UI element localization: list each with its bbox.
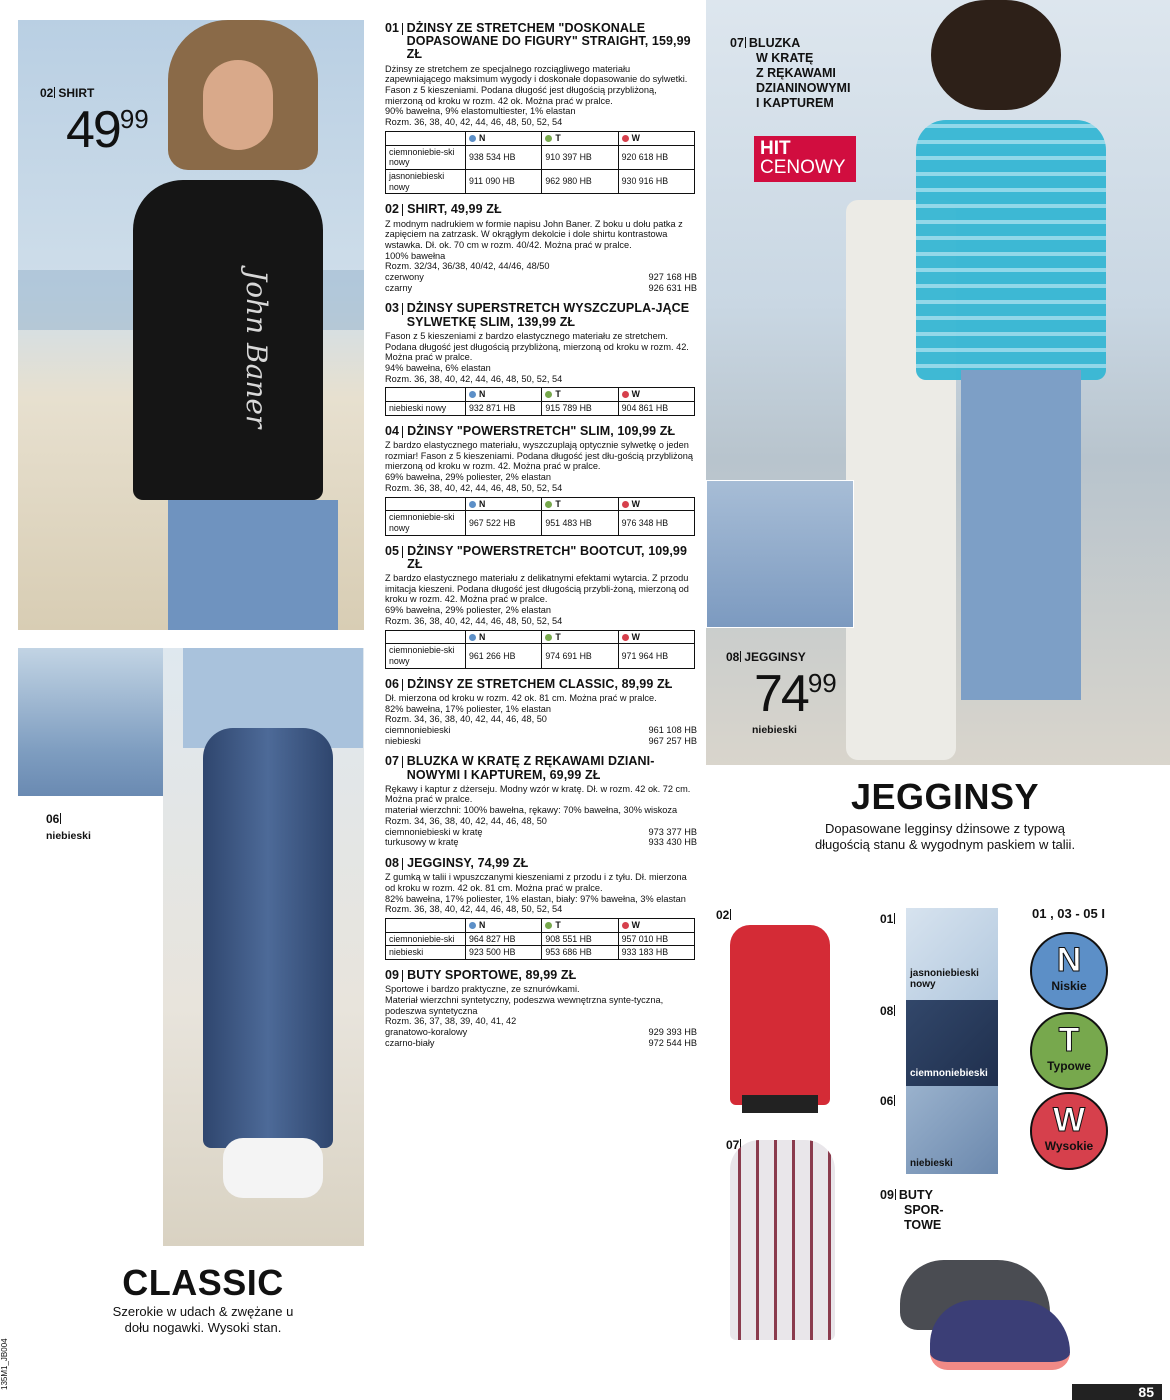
entry-material: 69% bawełna, 29% poliester, 2% elastan — [385, 605, 551, 616]
fit-dot-icon — [469, 391, 476, 398]
entry-sizes: Rozm. 36, 38, 40, 42, 44, 46, 48, 50, 52, 54 — [385, 904, 563, 915]
fit-header-cell: T — [542, 131, 618, 145]
entry-title: 03 DŻINSY SUPERSTRETCH WYSZCZUPLA-JĄCE SYLWETKĘ SLIM, 139,99 ZŁ — [385, 301, 690, 329]
list-item: ciemnoniebieski w kratę 973 377 HB — [385, 826, 697, 837]
order-table — [385, 131, 695, 195]
entry-body: Z modnym nadrukiem w formie napisu John Baner. Z boku u dołu patka z zapięciem na zatrzask. W okrągłym dekolcie i dole shirtu kontrastowa wstawka. Dł. ok. 70 cm w rozm. 40/42. Można prać w pralce. — [385, 218, 683, 250]
photo-jeggings-detail — [706, 480, 854, 628]
fit-dot-icon — [545, 501, 552, 508]
photo-shirt-model: John Baner — [18, 20, 364, 630]
swatch-blue: niebieski — [906, 1086, 998, 1174]
list-item: czarny 926 631 HB — [385, 282, 697, 293]
fit-dot-icon — [545, 634, 552, 641]
fit-dot-icon — [469, 922, 476, 929]
fit-dot-icon — [545, 922, 552, 929]
table-row: ciemnoniebie-ski 964 827 HB 908 551 HB 957 010 HB — [386, 932, 695, 946]
entry-sizes: Rozm. 32/34, 36/38, 40/42, 44/46, 48/50 — [385, 261, 550, 272]
fit-dot-icon — [545, 135, 552, 142]
entry-body: Sportowe i bardzo praktyczne, ze sznurówkami. — [385, 984, 580, 995]
entry-material: 82% bawełna, 17% poliester, 1% elastan, biały: 97% bawełna, 3% elastan — [385, 893, 686, 904]
entry-body: Dżinsy ze stretchem ze specjalnego rozciągliwego materiału zapewniającego maksimum wygody i doskonałe dopasowanie do sylwetki. Fason z 5 kieszeniami. Podana długość jest długością przybliżoną, mierzoną od kroku w rozm. 42 ok. Można prać w pralce. — [385, 63, 688, 106]
page-number: 85 — [1072, 1384, 1162, 1400]
entry-sizes: Rozm. 34, 36, 38, 40, 42, 44, 46, 48, 50 — [385, 815, 547, 826]
entry-sizes: Rozm. 36, 37, 38, 39, 40, 41, 42 — [385, 1016, 517, 1027]
fit-header-cell: N — [466, 497, 542, 511]
order-table — [385, 630, 695, 669]
fit-header-cell: N — [466, 630, 542, 644]
fit-dot-icon — [545, 391, 552, 398]
detail06-callout: 06 niebieski — [46, 812, 91, 842]
entry-title: 09 BUTY SPORTOWE, 89,99 ZŁ — [385, 968, 577, 983]
product-entry — [385, 545, 697, 669]
thumb-07-label: 07 — [726, 1138, 740, 1152]
product-entry — [385, 203, 697, 293]
swatch-06-label: 06 — [880, 1094, 894, 1108]
list-item: czerwony 927 168 HB — [385, 272, 697, 283]
fit-header: 01 , 03 - 05 I — [1032, 906, 1105, 921]
entry-body: Dł. mierzona od kroku w rozm. 42 ok. 81 cm. Można prać w pralce. — [385, 692, 657, 703]
fit-dot-icon — [622, 634, 629, 641]
bluzka-callout: 07 BLUZKA W KRATĘ Z RĘKAWAMI DZIANINOWYMI I KAPTUREM — [730, 36, 851, 110]
entry-sizes: Rozm. 36, 38, 40, 42, 44, 46, 48, 50, 52, 54 — [385, 482, 563, 493]
fit-badge-wysokie: W Wysokie — [1030, 1092, 1108, 1170]
swatch-01-label: 01 — [880, 912, 894, 926]
jeggings-callout: 08 JEGGINSY — [726, 650, 806, 664]
table-row: ciemnoniebie-ski nowy 938 534 HB 910 397 HB 920 618 HB — [386, 145, 695, 169]
fit-header-cell: N — [466, 919, 542, 933]
fit-header-cell: T — [542, 630, 618, 644]
table-row: ciemnoniebie-ski nowy 967 522 HB 951 483 HB 976 348 HB — [386, 511, 695, 535]
entry-body: Z bardzo elastycznego materiału z delikatnymi efektami wytarcia. Z przodu imitacja kieszeni. Podana długość jest długością przybli-żoną, mierzoną od kroku w rozm. 42. Można prać w pralce. — [385, 573, 689, 605]
table-row: niebieski nowy 932 871 HB 915 789 HB 904 861 HB — [386, 402, 695, 416]
jeggings-price: 7499 — [754, 665, 837, 723]
hit-cenowy-badge: HIT CENOWY — [754, 136, 856, 182]
entry-title: 01 DŻINSY ZE STRETCHEM "DOSKONALE DOPASOWANE DO FIGURY" STRAIGHT, 159,99 ZŁ — [385, 21, 691, 62]
fit-header-cell: W — [618, 388, 694, 402]
fit-dot-icon — [622, 391, 629, 398]
list-item: niebieski 967 257 HB — [385, 735, 697, 746]
entry-body: Z gumką w talii i wpuszczanymi kieszeniami z przodu i z tyłu. Dł. mierzona od kroku w rozm. 42 ok. 81 cm. Można prać w pralce. — [385, 872, 687, 893]
entry-body: Fason z 5 kieszeniami z bardzo elastycznego materiału ze stretchem. Podana długość jest długością przybliżoną, mierzoną od kroku w rozm. 42. Można prać w pralce. — [385, 330, 689, 363]
order-table — [385, 918, 695, 960]
jegginsy-title: JEGGINSY — [850, 776, 1040, 817]
entry-material: Materiał wierzchni syntetyczny, podeszwa wewnętrzna synte-tyczna, podeszwa syntetyczna — [385, 995, 664, 1016]
fit-badge-niskie: N Niskie — [1030, 932, 1108, 1010]
entry-title: 08 JEGGINSY, 74,99 ZŁ — [385, 856, 529, 870]
photo-jeans-detail-06 — [18, 648, 163, 796]
jegginsy-subtitle: Dopasowane legginsy dżinsowe z typową długością stanu & wygodnym paskiem w talii. — [814, 821, 1076, 852]
entry-title: 05 DŻINSY "POWERSTRETCH" BOOTCUT, 109,99 ZŁ — [385, 543, 688, 571]
shoes-callout: 09 BUTY SPOR- TOWE — [880, 1188, 944, 1232]
swatch-dark-blue: ciemnoniebieski — [906, 1000, 998, 1086]
entry-title: 04 DŻINSY "POWERSTRETCH" SLIM, 109,99 ZŁ — [385, 423, 676, 438]
fit-dot-icon — [469, 501, 476, 508]
order-table — [385, 387, 695, 415]
fit-dot-icon — [469, 135, 476, 142]
order-table — [385, 497, 695, 536]
fit-header-cell: W — [618, 919, 694, 933]
product-sport-shoes — [900, 1240, 1070, 1380]
entry-material: 69% bawełna, 29% poliester, 2% elastan — [385, 472, 551, 483]
list-item: turkusowy w kratę 933 430 HB — [385, 837, 697, 848]
fit-header-cell: N — [466, 131, 542, 145]
fit-header-cell: T — [542, 388, 618, 402]
table-row: niebieski 923 500 HB 953 686 HB 933 183 HB — [386, 946, 695, 960]
thumb-02-label: 02 — [716, 908, 730, 922]
photo-classic-jeans — [163, 648, 364, 1246]
shirt-price: 4999 — [66, 101, 149, 159]
fit-header-cell: W — [618, 630, 694, 644]
entry-sizes: Rozm. 36, 38, 40, 42, 44, 46, 48, 50, 52, 54 — [385, 615, 563, 626]
product-entry — [385, 425, 697, 536]
fit-dot-icon — [622, 922, 629, 929]
entry-title: 07 BLUZKA W KRATĘ Z RĘKAWAMI DZIANI-NOWYMI I KAPTUREM, 69,99 ZŁ — [385, 754, 655, 782]
classic-subtitle: Szerokie w udach & zwężane u dołu nogawki. Wysoki stan. — [112, 1304, 294, 1335]
list-item: ciemnoniebieski 961 108 HB — [385, 724, 697, 735]
product-descriptions — [385, 22, 697, 1058]
product-entry — [385, 755, 697, 848]
product-entry — [385, 678, 697, 747]
entry-sizes: Rozm. 34, 36, 38, 40, 42, 44, 46, 48, 50 — [385, 714, 547, 725]
entry-sizes: Rozm. 36, 38, 40, 42, 44, 46, 48, 50, 52, 54 — [385, 373, 563, 384]
entry-sizes: Rozm. 36, 38, 40, 42, 44, 46, 48, 50, 52, 54 — [385, 117, 563, 128]
product-shirt-red — [720, 925, 840, 1125]
entry-material: materiał wierzchni: 100% bawełna, rękawy: 70% bawełna, 30% wiskoza — [385, 805, 678, 816]
table-row: ciemnoniebie-ski nowy 961 266 HB 974 691 HB 971 964 HB — [386, 644, 695, 668]
product-entry — [385, 969, 697, 1048]
fit-header-cell: T — [542, 497, 618, 511]
entry-material: 94% bawełna, 6% elastan — [385, 362, 491, 373]
list-item: czarno-biały 972 544 HB — [385, 1037, 697, 1048]
product-entry — [385, 302, 697, 415]
list-item: granatowo-koralowy 929 393 HB — [385, 1027, 697, 1038]
entry-material: 100% bawełna — [385, 250, 446, 261]
swatch-08-label: 08 — [880, 1004, 894, 1018]
classic-title: CLASSIC — [122, 1262, 284, 1303]
entry-title: 02 SHIRT, 49,99 ZŁ — [385, 202, 502, 217]
jeggings-color: niebieski — [752, 724, 797, 736]
product-entry — [385, 22, 697, 194]
fit-dot-icon — [622, 135, 629, 142]
product-plaid-blouse — [720, 1140, 840, 1345]
fit-dot-icon — [469, 634, 476, 641]
entry-body: Rękawy i kaptur z dżerseju. Modny wzór w kratę. Dł. w rozm. 42 ok. 72 cm. Można prać w pralce. — [385, 783, 691, 805]
shirt-callout: 02 SHIRT — [40, 86, 95, 100]
catalog-code: 135M1_JB004 — [0, 1338, 9, 1390]
fit-badge-typowe: T Typowe — [1030, 1012, 1108, 1090]
fit-header-cell: T — [542, 919, 618, 933]
entry-body: Z bardzo elastycznego materiału, wyszczuplają optycznie sylwetkę o jeden rozmiar! Fason z 5 kieszeniami. Podana długość jest dłu-gością przybliżoną mierzoną od kroku w rozm. 42. Można prać w pralce. — [385, 440, 693, 472]
product-entry — [385, 857, 697, 960]
fit-header-cell: W — [618, 497, 694, 511]
fit-dot-icon — [622, 501, 629, 508]
table-row: jasnoniebieski nowy 911 090 HB 962 980 HB 930 916 HB — [386, 169, 695, 193]
fit-header-cell: W — [618, 131, 694, 145]
entry-title: 06 DŻINSY ZE STRETCHEM CLASSIC, 89,99 ZŁ — [385, 676, 673, 691]
fit-header-cell: N — [466, 388, 542, 402]
entry-material: 90% bawełna, 9% elastomultiester, 1% elastan — [385, 106, 576, 117]
swatch-light-blue: jasnoniebieski nowy — [906, 908, 998, 1000]
entry-material: 82% bawełna, 17% poliester, 1% elastan — [385, 703, 551, 714]
